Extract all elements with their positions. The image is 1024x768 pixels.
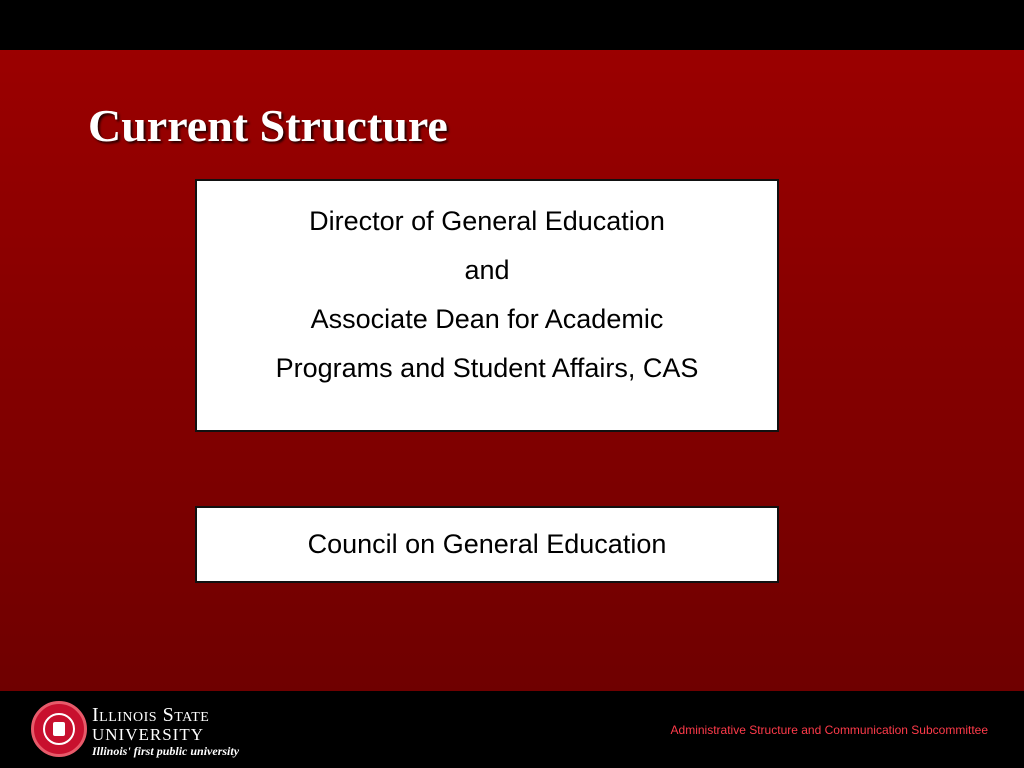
director-box bbox=[195, 179, 779, 432]
director-box-line: Director of General Education bbox=[309, 206, 665, 236]
council-box bbox=[195, 506, 779, 583]
wordmark-tagline: Illinois' first public university bbox=[92, 744, 240, 758]
wordmark-university: UNIVERSITY bbox=[92, 725, 204, 744]
director-box-line: Associate Dean for Academic bbox=[310, 304, 664, 334]
footer bbox=[0, 691, 1024, 768]
seal-emblem bbox=[53, 722, 65, 736]
wordmark-name: Illinois State bbox=[92, 704, 210, 726]
university-seal-icon bbox=[31, 701, 87, 757]
director-box-line: and bbox=[464, 255, 510, 285]
council-box-label: Council on General Education bbox=[307, 529, 667, 559]
slide-title: Current Structure bbox=[88, 100, 448, 151]
top-bar bbox=[0, 0, 1024, 50]
director-box-line: Programs and Student Affairs, CAS bbox=[275, 353, 699, 383]
footer-subcommittee-note: Administrative Structure and Communication Subcommittee bbox=[670, 723, 988, 737]
university-wordmark bbox=[92, 705, 239, 758]
seal-ring bbox=[43, 713, 75, 745]
